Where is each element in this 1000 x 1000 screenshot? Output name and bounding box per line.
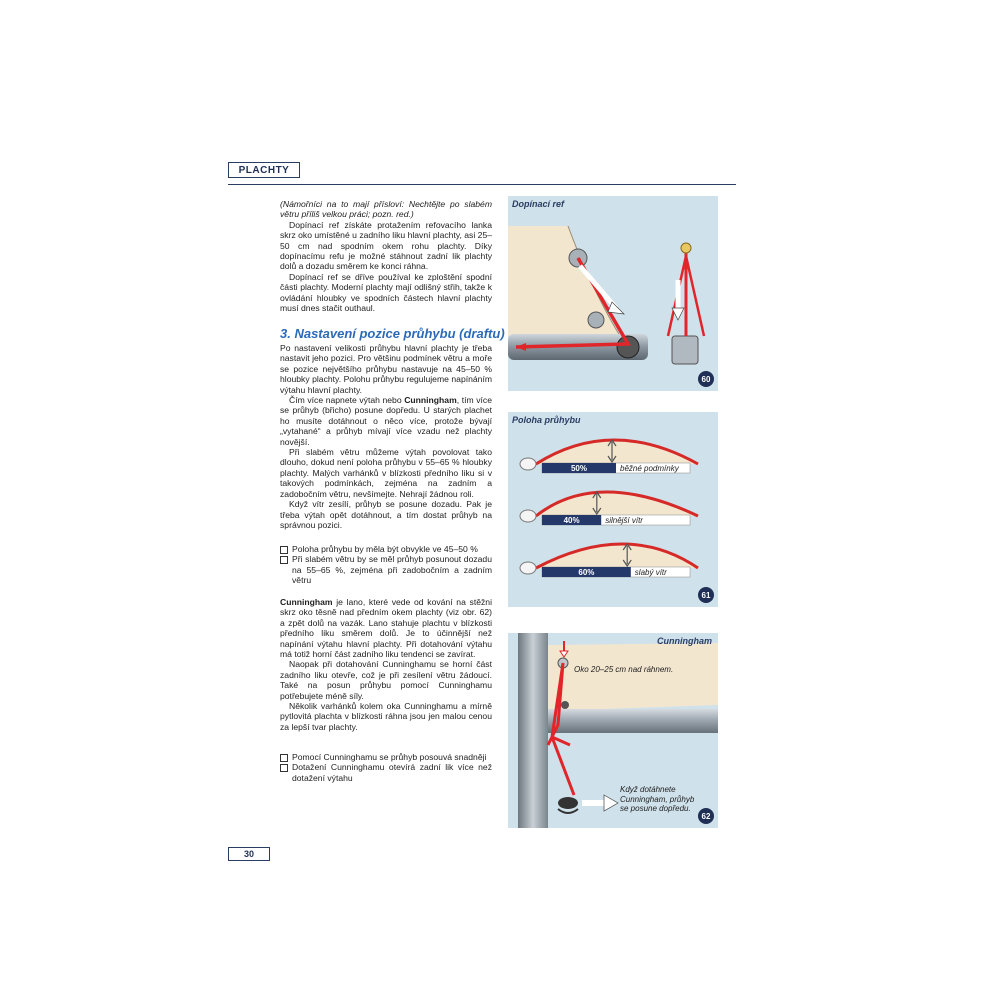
section-para-1: Po nastavení velikosti průhybu hlavní plachty je třeba nastavit jeho pozici. Pro většinu podmínek větru a moře se pozice největšího průhybu nastavuje na 45–50 % hloubky plachty. Polohu průhybu regulujeme napínáním výtahu hlavní plachty. [280,343,492,395]
figure-62-eye-label: Oko 20–25 cm nad ráhnem. [574,665,674,674]
draft-percent-label: 60% [578,568,595,577]
list-item: Při slabém větru by se měl průhyb posunout dozadu na 55–65 %, zejména při zadobočním a zadním větru [280,554,492,585]
checklist-2 [280,752,492,783]
header-rule [228,184,736,185]
boom-sheave [617,336,639,358]
section-body [280,343,492,530]
draft-condition-label: silnější vítr [605,516,643,525]
draft-percent-label: 50% [570,464,588,473]
section-para-6: Několik varhánků kolem oka Cunninghamu a mírně pytlovitá plachta v blízkosti ráhna jsou jen malou cenou za lepší tvar plachty. [280,701,492,732]
intro-para-2: Dopínací ref se dříve používal ke zploštění spodní části plachty. Moderní plachty mají odlišný střih, takže k ovládání hloubky ve spodních částech hlavní plachty musí dnes stačit outhaul. [280,271,492,314]
figure-60-illustration [508,196,718,391]
intro-para-1: Dopínací ref získáte protažením refovacího lanka skrz oko umístěné u zadního liku hlavní plachty, asi 25–50 cm nad spodním okem rohu plachty. Díky dopínacímu refu je možné stáhnout zadní lik plachty dolů a dozadu směrem ke konci ráhna. [280,219,492,272]
mast-icon [520,562,536,574]
section-para-4: Když vítr zesílí, průhyb se posune dozadu. Pak je třeba výtah opět dotáhnout, a tím dostat průhyb na správnou pozici. [280,499,492,530]
figure-61 [508,412,718,607]
draft-row [520,440,698,473]
figure-62-title: Cunningham [657,636,712,646]
list-item: Pomocí Cunninghamu se průhyb posouvá snadněji [280,752,492,762]
figure-62-pull-label: Když dotáhnete Cunningham, průhyb se posune dopředu. [620,785,695,813]
figure-62-number: 62 [698,808,714,824]
cleat [558,797,578,809]
section-tag: PLACHTY [228,162,300,178]
block [672,336,698,364]
checkbox-icon [280,546,288,554]
section-para-2: Čím více napnete výtah nebo Cunningham, tím více se průhyb (břicho) posune dopředu. U starých plachet ho musíte dotáhnout o něco více, protože bývají „vytahané“ a průhyb mívají více vzadu než plachty novější. [280,395,492,447]
figure-60-title: Dopínací ref [512,199,565,209]
clew-eye [588,312,604,328]
draft-condition-label: běžné podmínky [620,464,679,473]
cunningham-para: Cunningham je lano, které vede od kování na stěžni skrz oko těsně nad předním okem plachty (viz obr. 62) a zpět dolů na vazák. Lano stahuje plachtu v blízkosti předního liku směrem dolů. Je to účinnější než napínání výtahu hlavní plachty. Při dotahování výtahu má totiž horní část zadního liku tendenci se zavírat. [280,597,492,660]
intro-text [280,199,492,313]
figure-61-illustration [508,412,718,607]
draft-row [520,492,698,525]
draft-percent-label: 40% [563,516,580,525]
cunningham-text [280,597,492,732]
checklist-1 [280,544,492,586]
figure-62 [508,633,718,828]
checkbox-icon [280,754,288,762]
mast-icon [520,510,536,522]
checkbox-icon [280,556,288,564]
section-heading: 3. Nastavení pozice průhybu (draftu) [280,326,505,341]
draft-condition-label: slabý vítr [634,568,667,577]
draft-row [520,544,698,577]
sail-shape [548,643,718,711]
section-para-5: Naopak při dotahování Cunninghamu se horní část zadního liku otevře, což je při zesílení větru žádoucí. Také na posun průhybu pomocí Cunninghamu potřebujete méně síly. [280,659,492,701]
sail-profile [536,492,698,516]
mast-icon [520,458,536,470]
figure-60-number: 60 [698,371,714,387]
sail-profile [536,544,698,568]
section-para-3: Při slabém větru můžeme výtah povolovat tako dlouho, dokud není poloha průhybu v 55–65 % hloubky plachty. Malých varhánků v blízkosti předního liku si v takových podmínkách, zejména na zadním a zadobočním větru, nevšímejte. Nehrají žádnou roli. [280,447,492,499]
list-item: Poloha průhybu by měla být obvykle ve 45–50 % [280,544,492,554]
mast [518,633,548,828]
checkbox-icon [280,764,288,772]
figure-61-number: 61 [698,587,714,603]
list-item: Dotažení Cunninghamu otevírá zadní lik více než dotažení výtahu [280,762,492,783]
figure-60 [508,196,718,391]
intro-quote: (Námořníci na to mají přísloví: Nechtějte po slabém větru příliš velkou práci; pozn. red.) [280,199,492,220]
boom [548,709,718,733]
page-number: 30 [228,847,270,861]
sail-profile [536,440,698,464]
figure-61-title: Poloha průhybu [512,415,581,425]
